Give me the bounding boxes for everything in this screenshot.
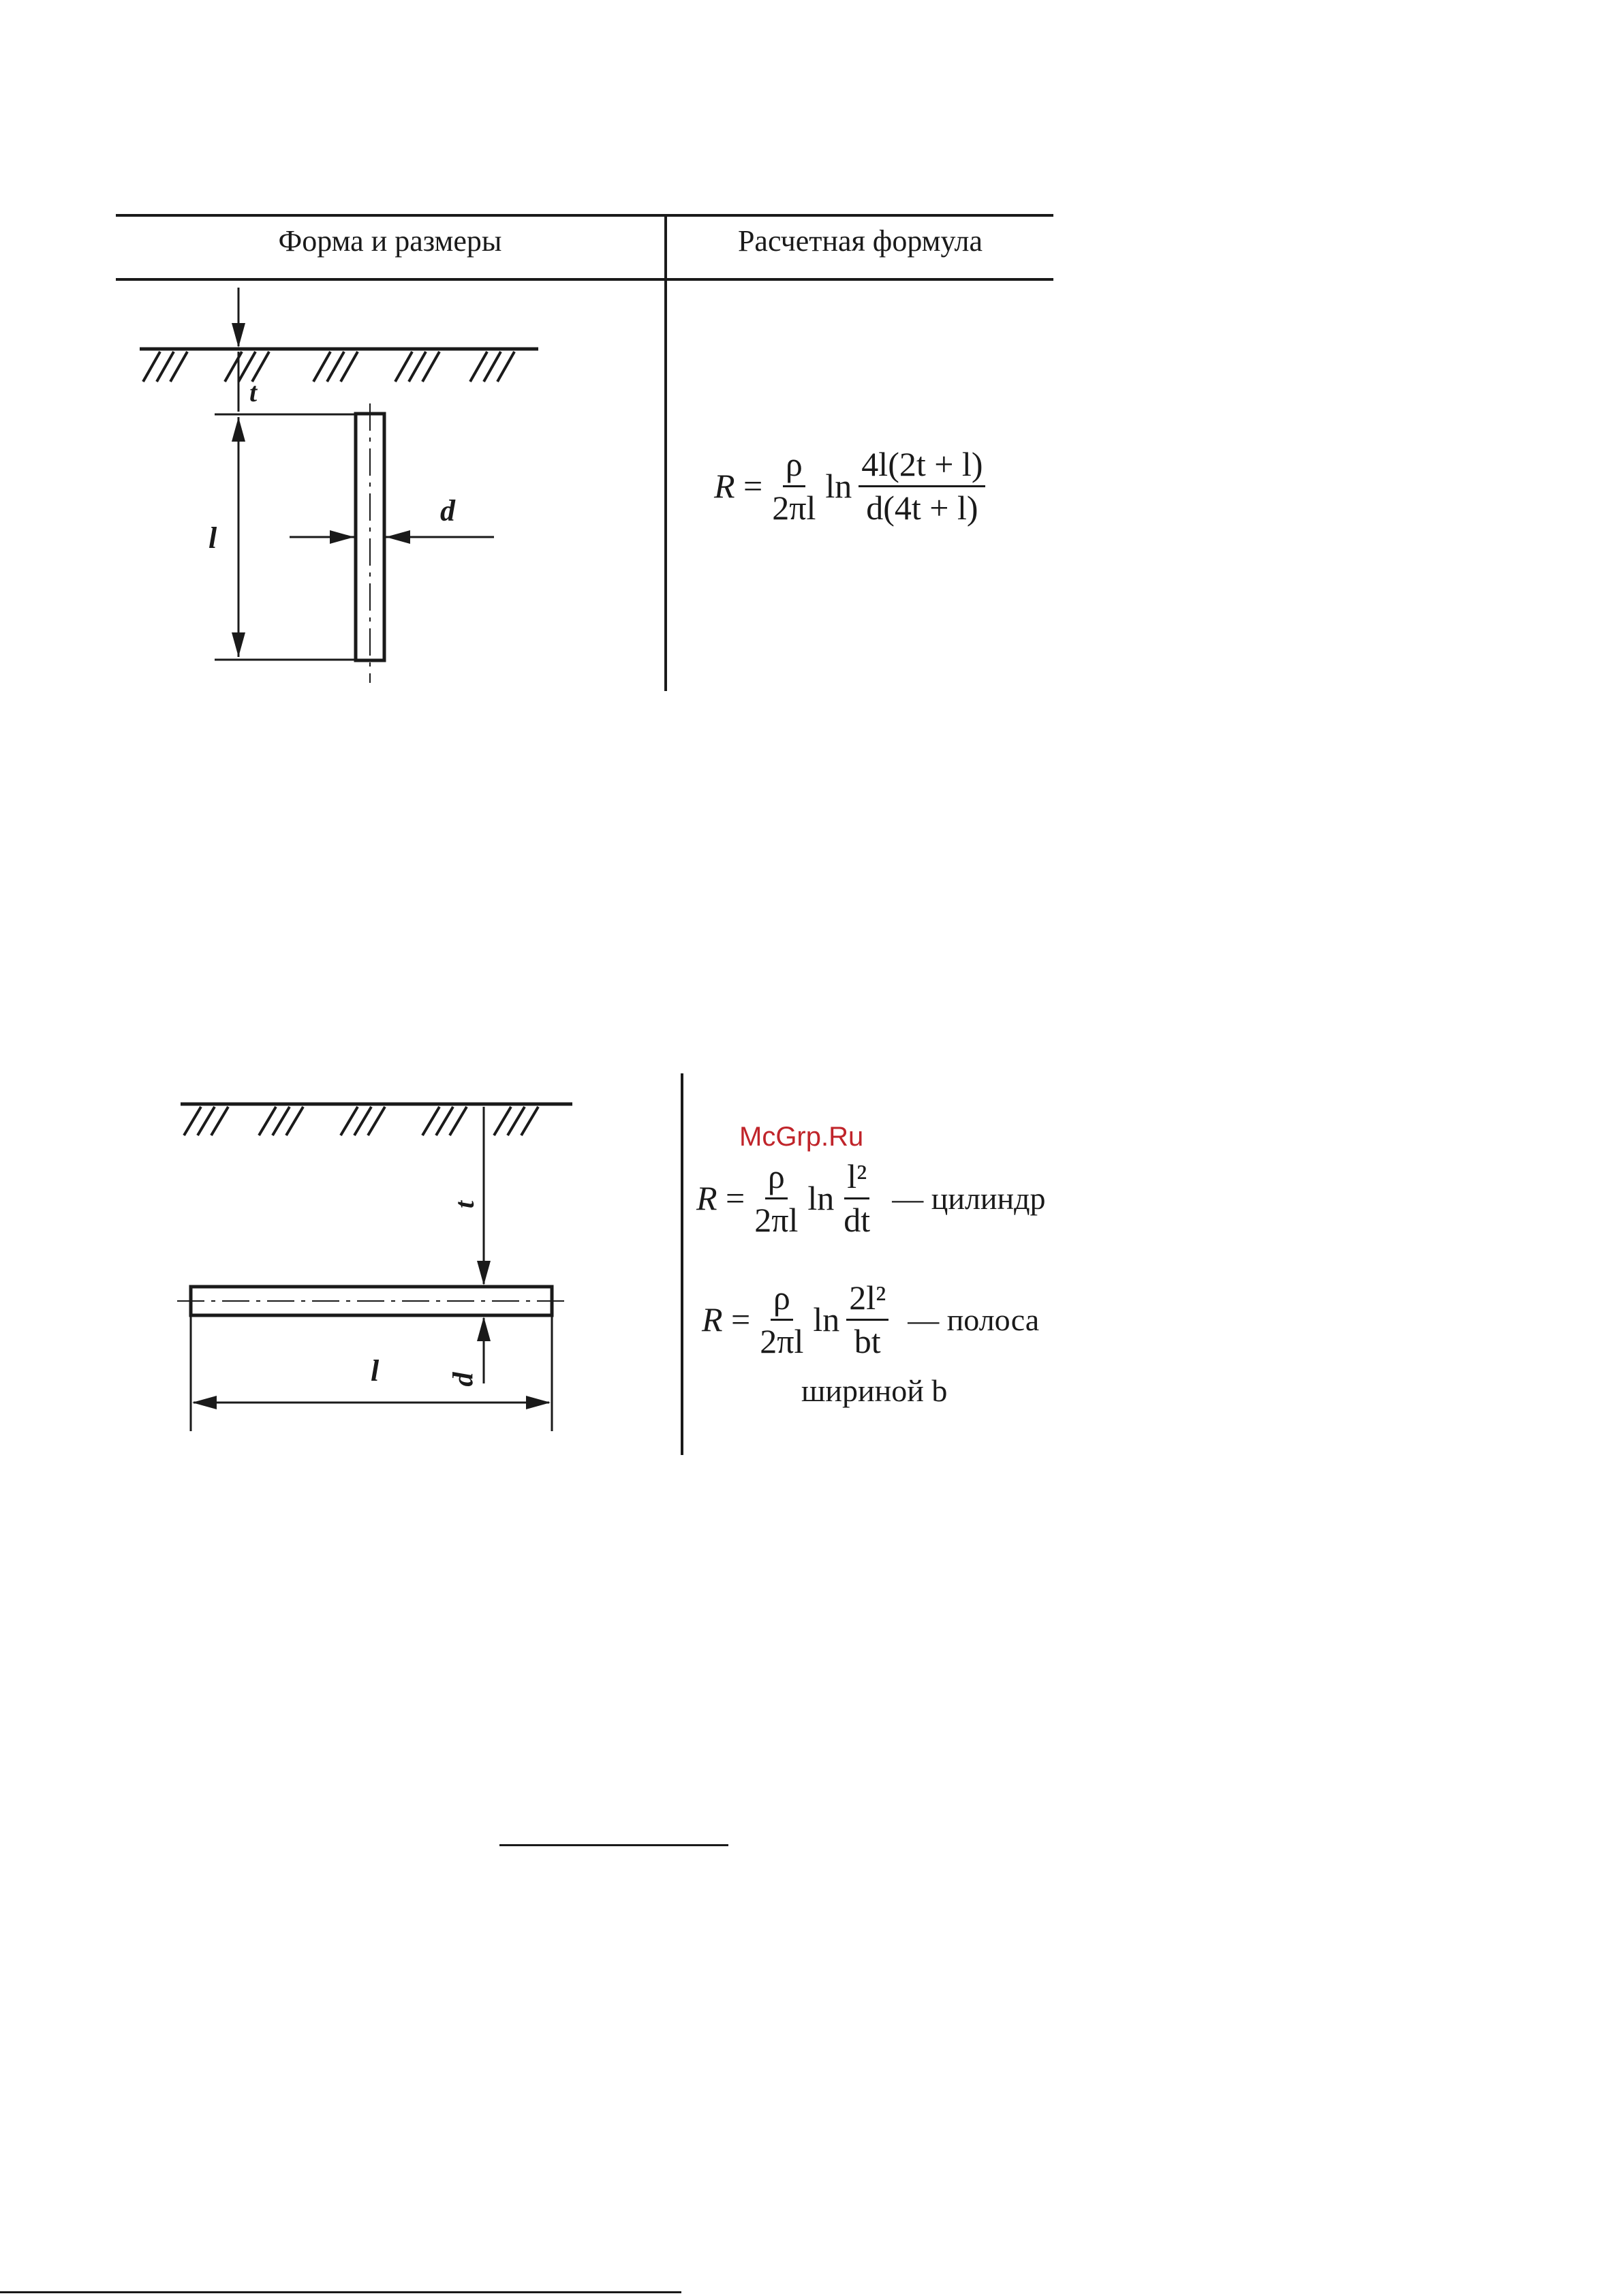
page-bottom-rule [0,2291,681,2293]
ground-hatching [184,1107,538,1135]
label-l: l [371,1354,380,1388]
formula-lhs: R = [696,1179,745,1217]
table-top-rule [116,214,1053,217]
formula-strip-note: шириной b [801,1373,948,1408]
label-t: t [449,1200,480,1209]
formula-suffix-strip: — полоса [908,1302,1040,1337]
footnote-rule [499,1844,728,1846]
fraction-rho-over-2pil [757,1280,806,1359]
label-d: d [440,494,455,527]
fraction-denominator: 2πl [772,488,816,527]
header-calculation-formula: Расчетная формула [737,224,983,258]
table-column-divider [681,1073,683,1455]
vertical-electrode-diagram [116,281,664,690]
fraction-denominator: 2πl [760,1321,804,1360]
fraction-log-argument [846,1280,888,1359]
table-column-divider [664,214,667,691]
label-l: l [208,521,217,555]
ground-hatching [143,352,514,382]
fraction-numerator: ρ [783,446,805,487]
formula-ln: ln [813,1300,840,1338]
formula-ln: ln [825,467,852,505]
formula-cylinder [696,1159,1046,1238]
header-shape-and-dimensions: Форма и размеры [278,224,502,258]
fraction-log-argument [859,446,985,525]
fraction-rho-over-2pil [752,1159,801,1238]
fraction-numerator: l² [844,1159,869,1199]
fraction-numerator: ρ [765,1159,788,1199]
formula-vertical-electrode [714,446,992,525]
fraction-log-argument [841,1159,873,1238]
fraction-denominator: bt [854,1321,881,1360]
fraction-denominator: dt [844,1200,871,1239]
fraction-numerator: 2l² [846,1280,888,1321]
fraction-numerator: ρ [771,1280,793,1321]
label-t: t [249,377,258,408]
formula-ln: ln [807,1179,835,1217]
fraction-rho-over-2pil [769,446,818,525]
label-d: d [448,1372,480,1387]
horizontal-electrode-diagram [177,1090,572,1452]
fraction-numerator: 4l(2t + l) [859,446,985,487]
fraction-denominator: d(4t + l) [866,488,978,527]
formula-lhs: R = [702,1300,751,1338]
formula-strip [702,1280,1039,1359]
watermark-text: McGrp.Ru [739,1122,864,1152]
fraction-denominator: 2πl [754,1200,799,1239]
formula-suffix-cylinder: — цилиндр [892,1180,1046,1216]
formula-lhs: R = [714,467,763,505]
